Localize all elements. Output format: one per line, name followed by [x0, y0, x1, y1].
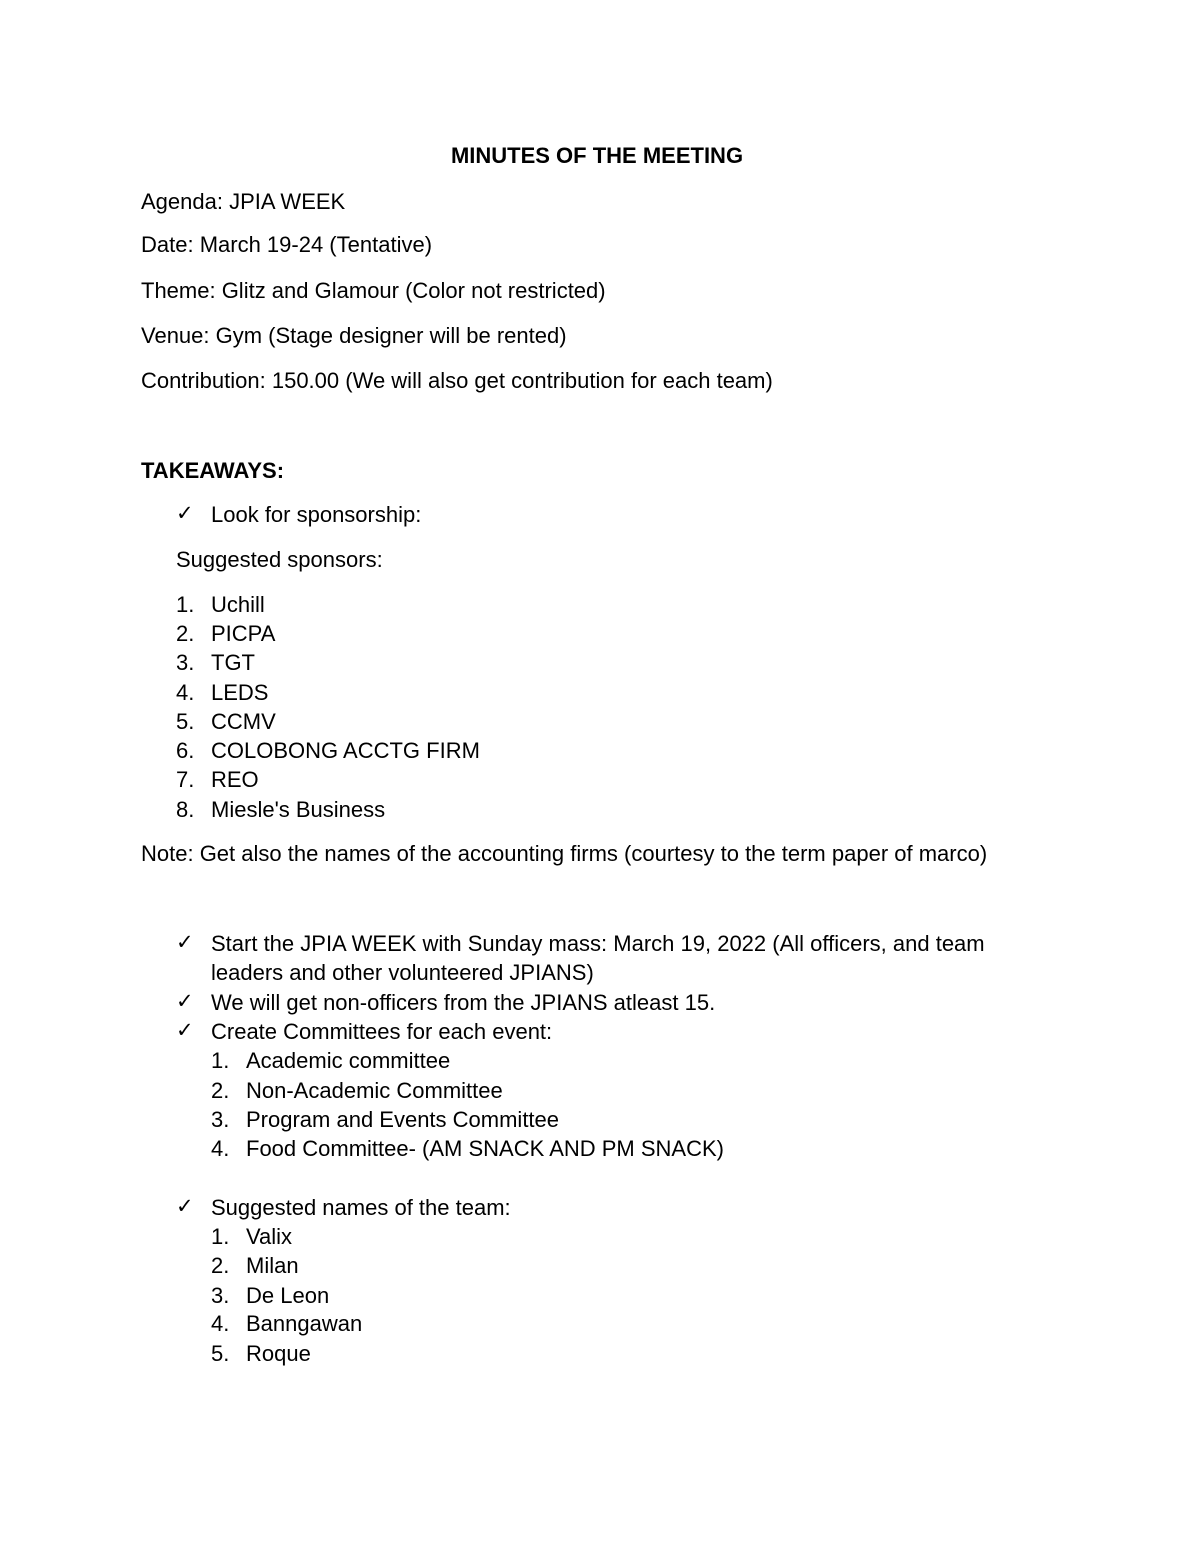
note-text: Note: Get also the names of the accounting firms (courtesy to the term paper of marco): [141, 841, 988, 866]
list-number: 6.: [176, 738, 195, 763]
list-item: Program and Events Committee: [246, 1107, 560, 1132]
list-number: 3.: [211, 1283, 230, 1308]
list-item: De Leon: [246, 1283, 330, 1308]
list-number: 8.: [176, 797, 195, 822]
list-number: 3.: [211, 1107, 230, 1132]
list-number: 2.: [211, 1078, 230, 1103]
takeaways-heading: TAKEAWAYS:: [141, 458, 285, 483]
checkmark-icon: ✓: [176, 1195, 194, 1218]
checkmark-icon: ✓: [176, 931, 194, 954]
list-item: Banngawan: [246, 1311, 363, 1336]
list-item: LEDS: [211, 680, 269, 705]
list-item: REO: [211, 767, 259, 792]
team-names-bullet: Suggested names of the team:: [211, 1195, 511, 1220]
list-number: 1.: [176, 592, 195, 617]
list-number: 2.: [211, 1253, 230, 1278]
mass-bullet-line2: leaders and other volunteered JPIANS): [211, 960, 594, 985]
venue-field: Venue: Gym (Stage designer will be rented): [141, 323, 567, 348]
list-number: 3.: [176, 650, 195, 675]
checkmark-icon: ✓: [176, 502, 194, 525]
list-item: Miesle's Business: [211, 797, 386, 822]
document-title: MINUTES OF THE MEETING: [450, 143, 744, 168]
list-item: Valix: [246, 1224, 293, 1249]
list-number: 4.: [211, 1311, 230, 1336]
list-number: 5.: [211, 1341, 230, 1366]
list-item: Academic committee: [246, 1048, 451, 1073]
non-officers-bullet: We will get non-officers from the JPIANS atleast 15.: [211, 990, 716, 1015]
committees-bullet: Create Committees for each event:: [211, 1019, 553, 1044]
list-number: 7.: [176, 767, 195, 792]
list-item: TGT: [211, 650, 255, 675]
list-item: PICPA: [211, 621, 276, 646]
sponsorship-bullet: Look for sponsorship:: [211, 502, 422, 527]
list-number: 2.: [176, 621, 195, 646]
list-number: 4.: [211, 1136, 230, 1161]
list-number: 1.: [211, 1224, 230, 1249]
list-item: CCMV: [211, 709, 276, 734]
list-number: 5.: [176, 709, 195, 734]
list-item: Food Committee- (AM SNACK AND PM SNACK): [246, 1136, 724, 1161]
list-item: COLOBONG ACCTG FIRM: [211, 738, 480, 763]
mass-bullet-line1: Start the JPIA WEEK with Sunday mass: March 19, 2022 (All officers, and team: [211, 931, 985, 956]
date-field: Date: March 19-24 (Tentative): [141, 232, 433, 257]
theme-field: Theme: Glitz and Glamour (Color not restricted): [141, 278, 606, 303]
list-item: Roque: [246, 1341, 311, 1366]
list-item: Non-Academic Committee: [246, 1078, 503, 1103]
checkmark-icon: ✓: [176, 1019, 194, 1042]
suggested-sponsors-label: Suggested sponsors:: [176, 547, 383, 572]
list-number: 4.: [176, 680, 195, 705]
checkmark-icon: ✓: [176, 990, 194, 1013]
list-number: 1.: [211, 1048, 230, 1073]
list-item: Uchill: [211, 592, 265, 617]
list-item: Milan: [246, 1253, 299, 1278]
contribution-field: Contribution: 150.00 (We will also get contribution for each team): [141, 368, 773, 393]
agenda-field: Agenda: JPIA WEEK: [141, 189, 346, 214]
